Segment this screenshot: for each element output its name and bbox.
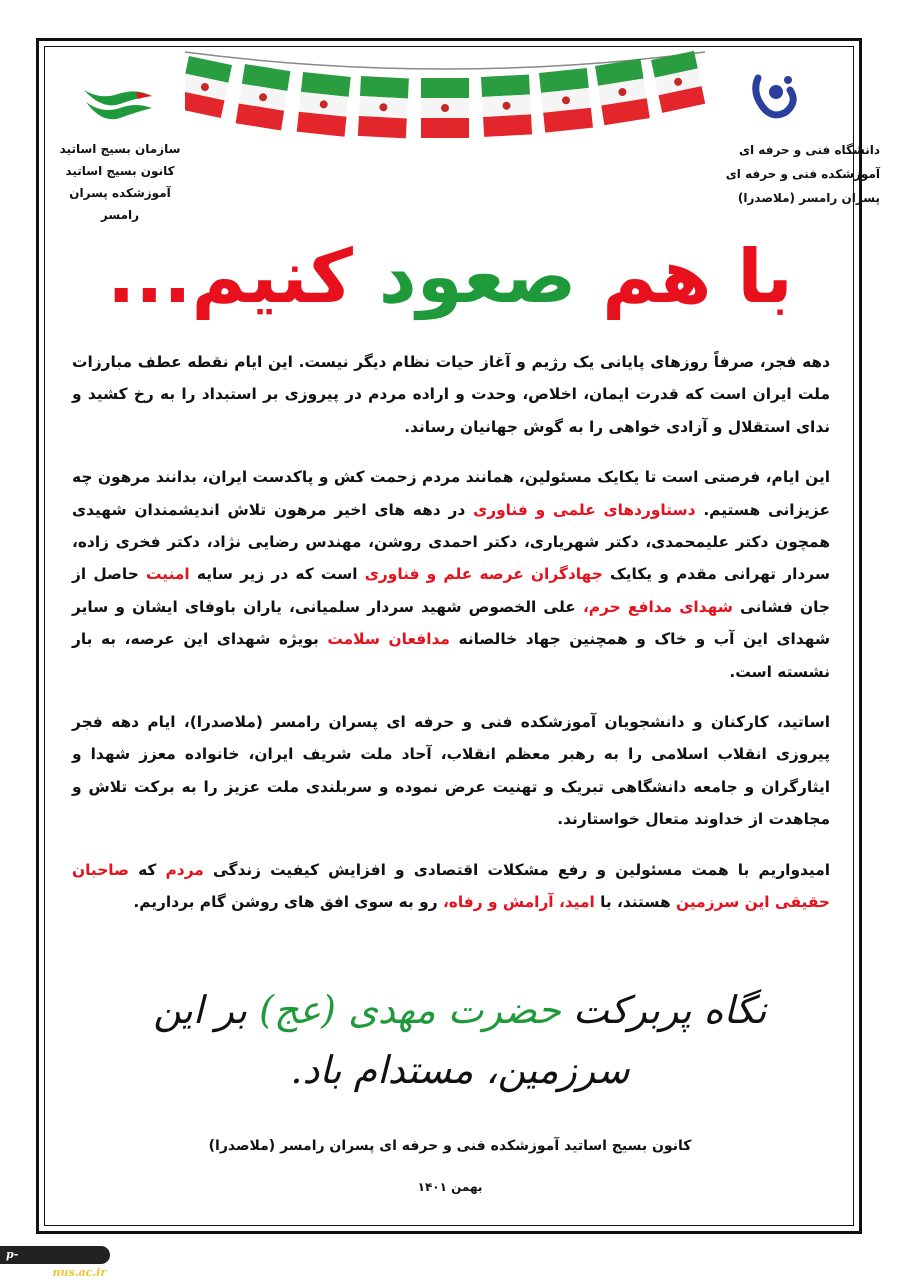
org-line: دانشگاه فنی و حرفه ای — [739, 143, 880, 157]
flag-icon — [358, 76, 409, 138]
text-run: هستند، با — [600, 893, 671, 912]
flag-icon — [481, 74, 532, 136]
title-word: با هم — [602, 234, 793, 320]
highlight-text: مدافعان سلامت — [327, 630, 450, 649]
flag-icon — [421, 78, 469, 138]
org-line: سازمان بسیج اساتید — [59, 142, 181, 156]
text-run: امیدواریم با همت مسئولین و رفع مشکلات اقتصادی و افزایش کیفیت زندگی — [212, 860, 830, 879]
website-badge[interactable] — [0, 1246, 110, 1279]
text-run: که — [138, 860, 157, 879]
text-run: این ایام، فرصتی است تا یکایک مسئولین، همانند مردم زحمت کش و پاکدست ایران، بدانند مرهون چه عزیزانی هستیم. — [72, 468, 831, 519]
site-prefix: p-ramsar. — [6, 1248, 53, 1279]
right-organization — [680, 138, 880, 210]
text-run: علی الخصوص شهید سردار سلمیانی، یاران باوفای ایشان و سایر شهدای این آب و خاک و همچنین جهاد خالصانه — [72, 597, 831, 649]
flag-icon — [185, 56, 232, 118]
text-run: حاصل از جان فشانی — [72, 565, 831, 616]
left-organization — [50, 138, 190, 226]
highlight-text: امنیت — [146, 565, 190, 584]
org-line: آموزشکده فنی و حرفه ای — [725, 167, 880, 181]
site-domain: nus.ac.ir — [52, 1266, 107, 1279]
paragraph — [72, 854, 830, 919]
title-word: کنیم... — [107, 234, 353, 320]
text-run: رو به سوی افق های روشن گام برداریم. — [133, 893, 438, 912]
title-word: صعود — [378, 234, 577, 320]
highlight-text: امید، آرامش و رفاه، — [442, 893, 595, 912]
flag-icon — [595, 59, 650, 125]
page-title — [60, 222, 840, 332]
org-line: کانون بسیج اساتید — [65, 164, 175, 178]
flag-icon — [539, 68, 593, 133]
callig-text: نگاه پربرکت — [573, 988, 767, 1032]
callig-text: بر این سرزمین، مستدام باد. — [153, 988, 630, 1092]
callig-highlight: حضرت مهدی (عج) — [259, 988, 561, 1032]
paragraph: دهه فجر، صرفاً روزهای پایانی یک رژیم و آغاز حیات نظام دیگر نیست. این ایام نقطه عطف مبارزات ملت ایران است که قدرت ایمان، اخلاص، وحدت و اراده مردم در پیروزی بر استبداد را به رخ کشید و ندای استقلال و آزادی خواهی را به گوش جهانیان رساند. — [72, 353, 830, 436]
basij-logo-icon — [80, 82, 156, 126]
signature-date: بهمن ۱۴۰۱ — [417, 1180, 483, 1194]
highlight-text: صاحبان حقیقی این سرزمین — [72, 860, 830, 912]
flag-icon — [651, 51, 705, 113]
highlight-text: شهدای مدافع حرم، — [582, 597, 733, 616]
text-run: است که در زیر سایه — [196, 565, 358, 584]
highlight-text: مردم — [165, 860, 204, 879]
text-run: در دهه های اخیر مرهون تلاش اندیشمندان شهیدی همچون دکتر علیمحمدی، دکتر شهریاری، دکتر احمدی روشن، مهندس رضایی نژاد، دکتر فخری زاده، سردار تهرانی مقدم و یکایک — [72, 500, 830, 584]
highlight-text: جهادگران عرصه علم و فناوری — [364, 565, 603, 584]
paragraph — [72, 461, 830, 688]
highlight-text: دستاوردهای علمی و فناوری — [473, 500, 696, 519]
paragraph: اساتید، کارکنان و دانشجویان آموزشکده فنی و حرفه ای پسران رامسر (ملاصدرا)، ایام دهه فجر پیروزی انقلاب اسلامی را به رهبر معظم انقلاب، آحاد ملت شریف ایران، خانواده معزز شهدا و ایثارگران و جامعه دانشگاهی تبریک و تهنیت عرض نموده و سربلندی ملت عزیز را به برکت تلاش و مجاهدت از خداوند متعال خواستارند. — [72, 713, 830, 829]
text-run: بویژه شهدای این عرصه، به بار نشسته است. — [72, 630, 830, 681]
flag-icon — [297, 72, 351, 137]
message-body — [72, 346, 830, 937]
flag-bunting — [185, 46, 705, 146]
signature-org: کانون بسیج اساتید آموزشکده فنی و حرفه ای پسران رامسر (ملاصدرا) — [208, 1138, 692, 1154]
calligraphy-line — [150, 980, 770, 1100]
flag-icon — [236, 64, 291, 130]
university-logo-icon — [748, 72, 800, 124]
org-line: آموزشکده پسران رامسر — [69, 186, 171, 222]
org-line: پسران رامسر (ملاصدرا) — [737, 191, 880, 205]
